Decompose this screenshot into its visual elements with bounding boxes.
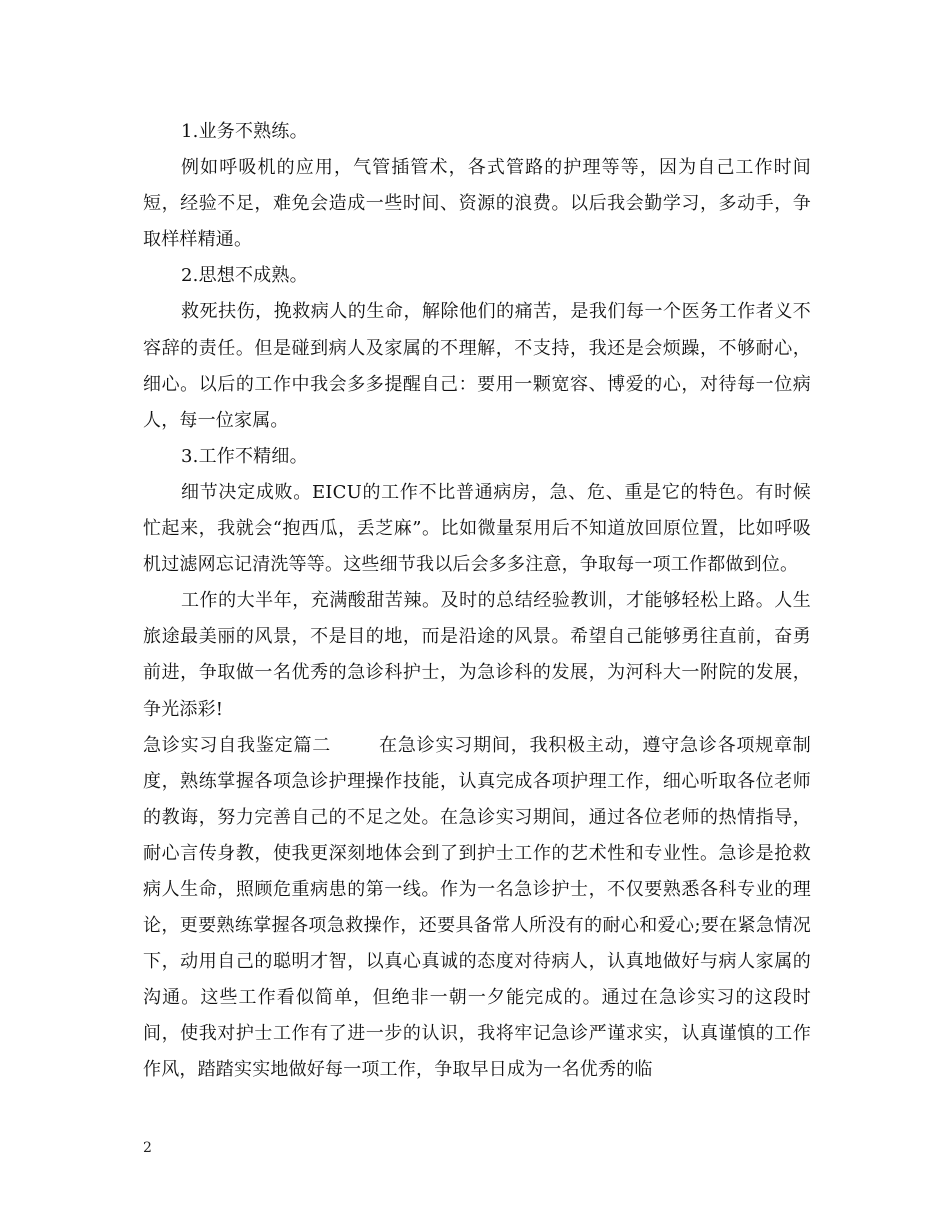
list-heading-1: 1.业务不熟练。 bbox=[181, 121, 308, 142]
closing-paragraph: 工作的大半年，充满酸甜苦辣。及时的总结经验教训，才能够轻松上路。人生旅途最美丽的风景，不是目的地，而是沿途的风景。希望自己能够勇往直前，奋勇前进，争取做一名优秀的急诊科护士，为急诊科的发展，为河科大一附院的发展，争光添彩! bbox=[143, 590, 811, 720]
section-body: 在急诊实习期间，我积极主动，遵守急诊各项规章制度，熟练掌握各项急诊护理操作技能，认真完成各项护理工作，细心听取各位老师的教诲，努力完善自己的不足之处。在急诊实习期间，通过各位老师的热情指导，耐心言传身教，使我更深刻地体会到了到护士工作的艺术性和专业性。急诊是抢救病人生命，照顾危重病患的第一线。作为一名急诊护士，不仅要熟悉各科专业的理论，更要熟练掌握各项急救操作，还要具备常人所没有的耐心和爱心;要在紧急情况下，动用自己的聪明才智，以真心真诚的态度对待病人，认真地做好与病人家属的沟通。这些工作看似简单，但绝非一朝一夕能完成的。通过在急诊实习的这段时间，使我对护士工作有了进一步的认识，我将牢记急诊严谨求实，认真谨慎的工作作风，踏踏实实地做好每一项工作，争取早日成为一名优秀的临 bbox=[143, 734, 811, 1081]
paragraph: 救死扶伤，挽救病人的生命，解除他们的痛苦，是我们每一个医务工作者义不容辞的责任。但是碰到病人及家属的不理解，不支持，我还是会烦躁，不够耐心，细心。以后的工作中我会多多提醒自己：要用一颗宽容、博爱的心，对待每一位病人，每一位家属。 bbox=[143, 301, 811, 431]
section-paragraph bbox=[143, 728, 811, 1089]
paragraph: 例如呼吸机的应用，气管插管术，各式管路的护理等等，因为自己工作时间短，经验不足，难免会造成一些时间、资源的浪费。以后我会勤学习，多动手，争取样样精通。 bbox=[143, 157, 811, 251]
list-heading-3: 3.工作不精细。 bbox=[181, 445, 308, 467]
list-heading-2: 2.思想不成熟。 bbox=[181, 265, 308, 287]
document-body bbox=[143, 114, 811, 1089]
page-number: 2 bbox=[143, 1140, 152, 1156]
section-title: 急诊实习自我鉴定篇二 bbox=[143, 734, 332, 756]
paragraph: 细节决定成败。EICU的工作不比普通病房，急、危、重是它的特色。有时候忙起来，我就会“抱西瓜，丢芝麻”。比如微量泵用后不知道放回原位置，比如呼吸机过滤网忘记清洗等等。这些细节我以后会多多注意，争取每一项工作都做到位。 bbox=[143, 481, 811, 576]
